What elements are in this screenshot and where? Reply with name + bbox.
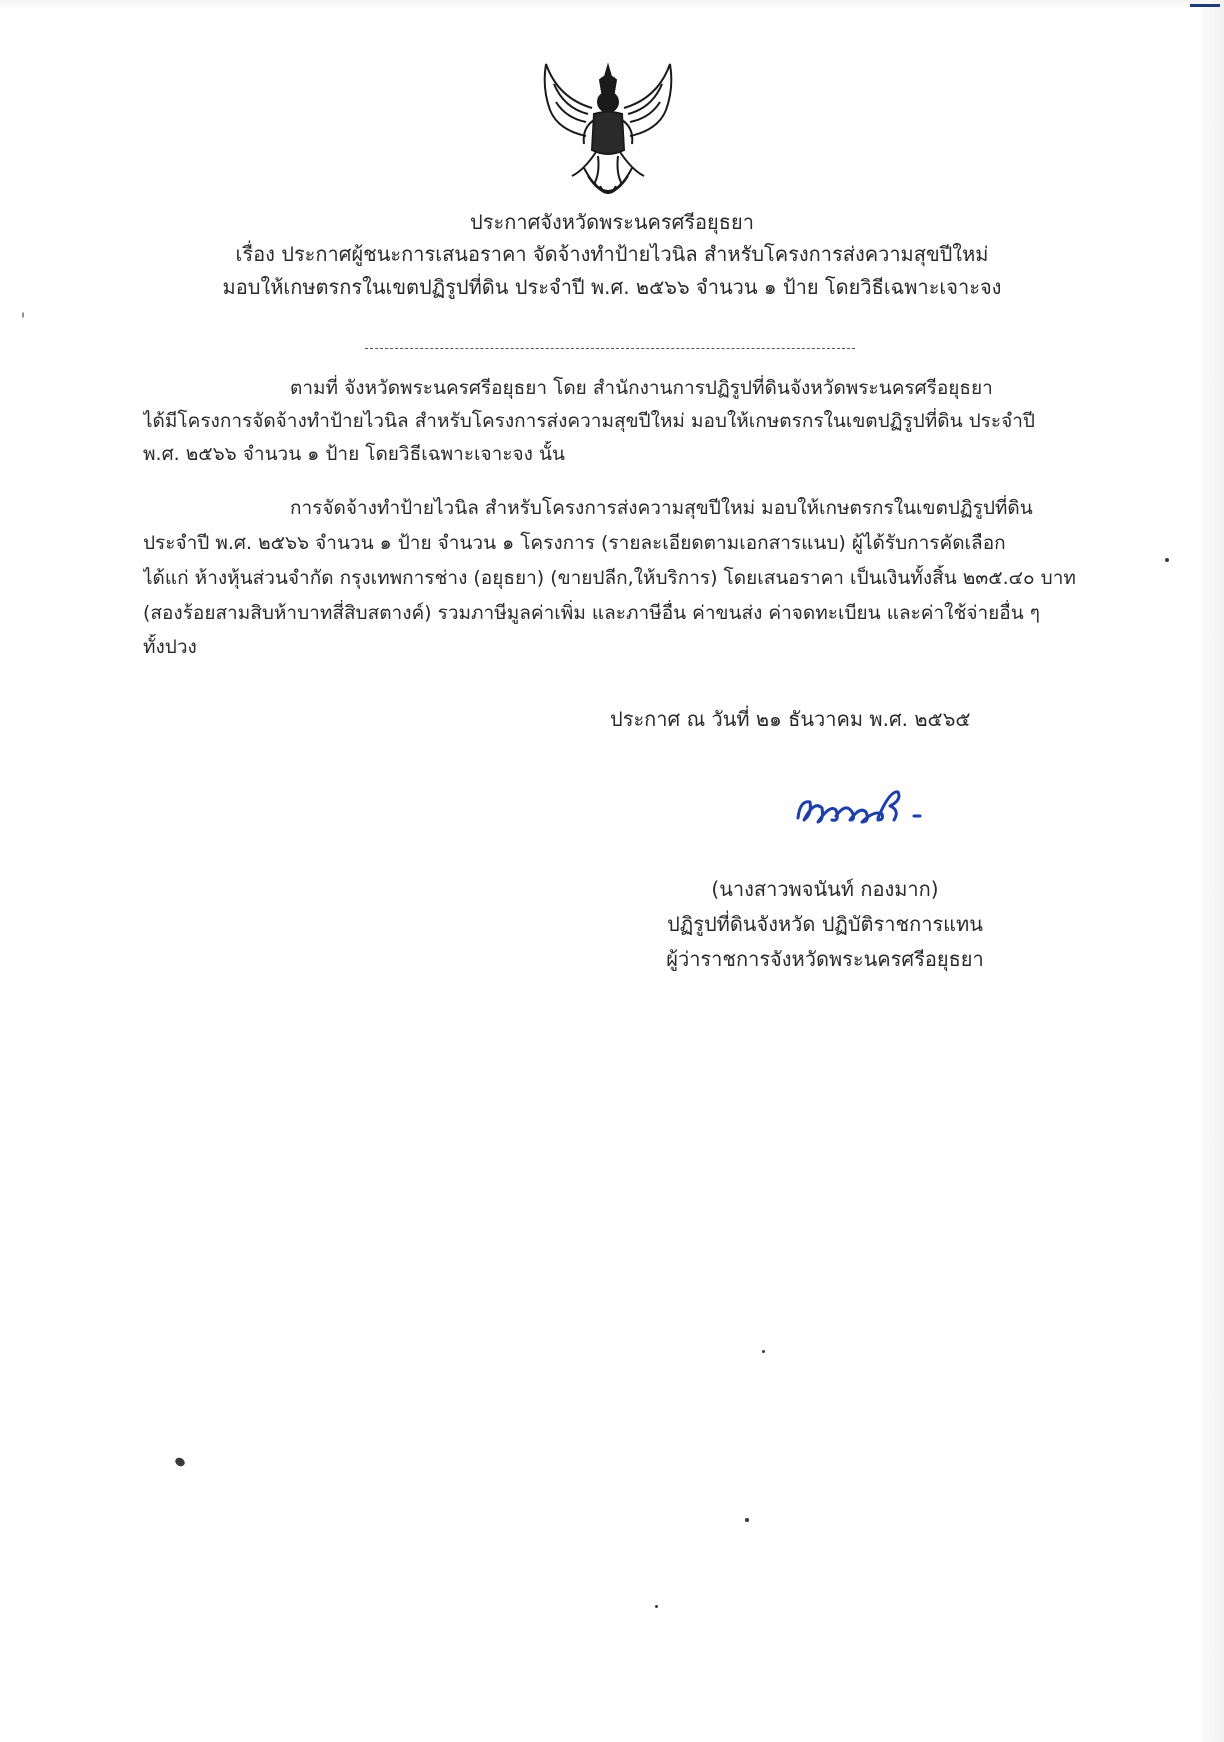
- scan-top-edge: [0, 0, 1224, 10]
- corner-mark: [1190, 4, 1220, 7]
- paragraph2-line: การจัดจ้างทำป้ายไวนิล สำหรับโครงการส่งความสุขปีใหม่ มอบให้เกษตรกรในเขตปฏิรูปที่ดิน: [290, 497, 1033, 519]
- paragraph1-line: ตามที่ จังหวัดพระนครศรีอยุธยา โดย สำนักงานการปฏิรูปที่ดินจังหวัดพระนครศรีอยุธยา: [290, 377, 993, 399]
- signer-position-1: ปฏิรูปที่ดินจังหวัด ปฏิบัติราชการแทน: [667, 912, 983, 936]
- paragraph2-line: ประจำปี พ.ศ. ๒๕๖๖ จำนวน ๑ ป้าย จำนวน ๑ โครงการ (รายละเอียดตามเอกสารแนบ) ผู้ได้รับการคัดเลือก: [143, 532, 1006, 554]
- subject-line-2: มอบให้เกษตรกรในเขตปฏิรูปที่ดิน ประจำปี พ.ศ. ๒๕๖๖ จำนวน ๑ ป้าย โดยวิธีเฉพาะเจาะจง: [222, 275, 1002, 299]
- announcement-title: ประกาศจังหวัดพระนครศรีอยุธยา: [470, 210, 754, 234]
- dashed-divider: [365, 348, 855, 349]
- scan-speck: [762, 1350, 765, 1353]
- signer-position-2: ผู้ว่าราชการจังหวัดพระนครศรีอยุธยา: [666, 947, 984, 971]
- scan-speck: [655, 1605, 658, 1608]
- scan-speck: [22, 312, 24, 318]
- paragraph1-line: ได้มีโครงการจัดจ้างทำป้ายไวนิล สำหรับโครงการส่งความสุขปีใหม่ มอบให้เกษตรกรในเขตปฏิรูปที่ดิน ประจำปี: [143, 410, 1035, 432]
- subject-line-1: เรื่อง ประกาศผู้ชนะการเสนอราคา จัดจ้างทำป้ายไวนิล สำหรับโครงการส่งความสุขปีใหม่: [235, 242, 989, 266]
- scan-speck: [174, 1456, 187, 1468]
- paragraph2-line: (สองร้อยสามสิบห้าบาทสี่สิบสตางค์) รวมภาษีมูลค่าเพิ่ม และภาษีอื่น ค่าขนส่ง ค่าจดทะเบียน และค่าใช้จ่ายอื่น ๆ: [143, 602, 1040, 624]
- garuda-emblem-icon: [528, 58, 688, 218]
- scan-speck: [1165, 558, 1169, 562]
- paragraph2-line: ทั้งปวง: [143, 636, 197, 658]
- handwritten-signature: [790, 770, 950, 840]
- scan-speck: [745, 1518, 749, 1522]
- signer-name: (นางสาวพจนันท์ กองมาก): [711, 877, 939, 901]
- announcement-date: ประกาศ ณ วันที่ ๒๑ ธันวาคม พ.ศ. ๒๕๖๕: [610, 707, 971, 731]
- paragraph1-line: พ.ศ. ๒๕๖๖ จำนวน ๑ ป้าย โดยวิธีเฉพาะเจาะจง นั้น: [143, 443, 565, 465]
- paragraph2-line: ได้แก่ ห้างหุ้นส่วนจำกัด กรุงเทพการช่าง (อยุธยา) (ขายปลีก,ให้บริการ) โดยเสนอราคา เป็นเงินทั้งสิ้น ๒๓๕.๔๐ บาท: [143, 567, 1076, 589]
